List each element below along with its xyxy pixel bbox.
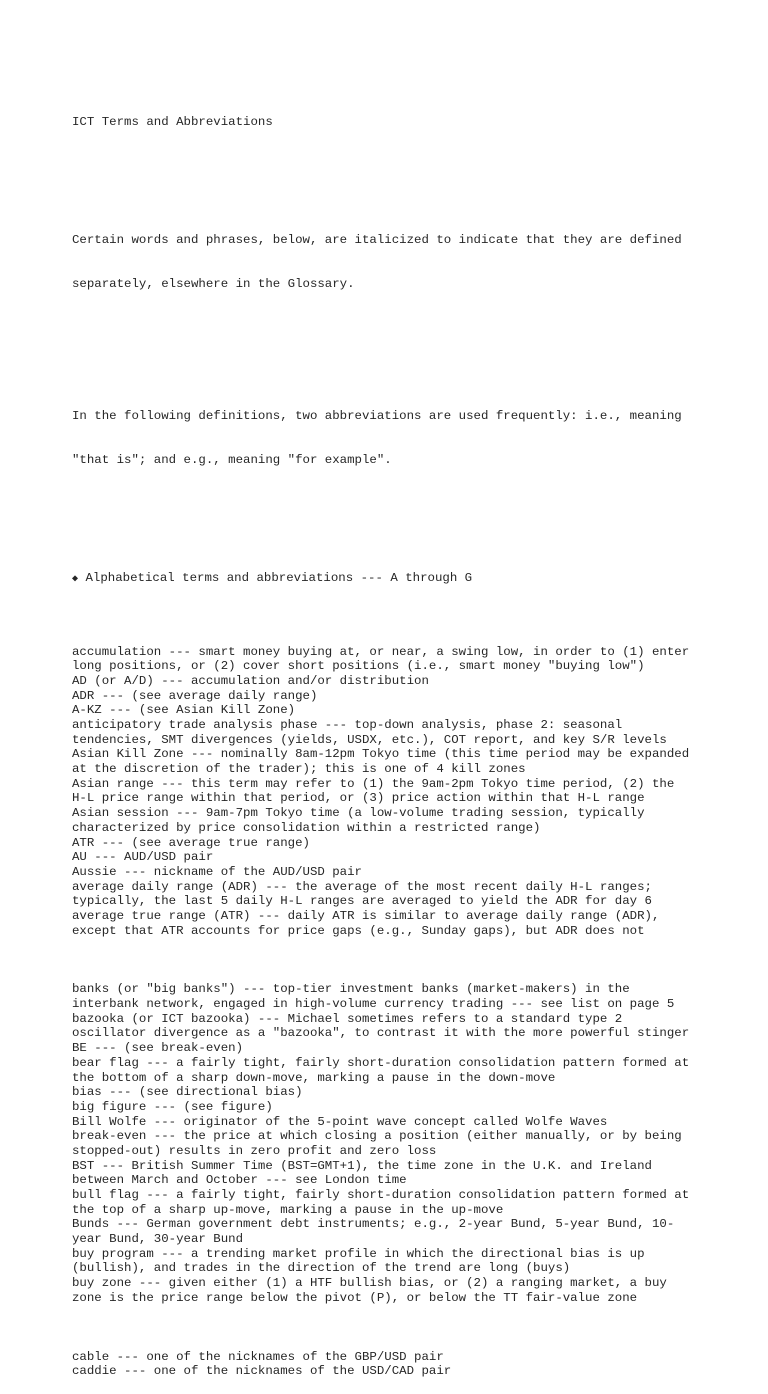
glossary-entry-line: Bunds --- German government debt instruments; e.g., 2-year Bund, 5-year Bund, 10- [72,1217,675,1232]
glossary-entry-line: cable --- one of the nicknames of the GBP/USD pair [72,1349,444,1364]
glossary-entry-line: big figure --- (see figure) [72,1099,273,1114]
glossary-entry-line: average daily range (ADR) --- the average of the most recent daily H-L ranges; [72,879,652,894]
glossary-entry-line: H-L price range within that period, or (3) price action within that H-L range [72,791,645,806]
glossary-entry-line: oscillator divergence as a "bazooka", to contrast it with the more powerful stinger [72,1026,690,1041]
glossary-entry-line: (bullish), and trades in the direction of the trend are long (buys) [72,1261,571,1276]
glossary-entry-line: caddie --- one of the nicknames of the USD/CAD pair [72,1364,452,1379]
glossary-entry-line: year Bund, 30-year Bund [72,1232,244,1247]
glossary-entry-line: except that ATR accounts for price gaps (e.g., Sunday gaps), but ADR does not [72,923,645,938]
glossary-entry-line: typically, the last 5 daily H-L ranges are averaged to yield the ADR for day 6 [72,894,652,909]
intro-paragraph [72,204,712,322]
glossary-entry-line: stopped-out) results in zero profit and zero loss [72,1143,437,1158]
glossary-entry-line: between March and October --- see London time [72,1173,407,1188]
glossary-entry-line: zone is the price range below the pivot (P), or below the TT fair-value zone [72,1290,638,1305]
diamond-bullet-icon: ◆ [72,574,79,586]
glossary-entry-line: BST --- British Summer Time (BST=GMT+1), the time zone in the U.K. and Ireland [72,1158,652,1173]
glossary-entry-line: banks (or "big banks") --- top-tier investment banks (market-makers) in the [72,982,630,997]
glossary-group-c [72,1350,712,1379]
abbreviation-note-paragraph [72,380,712,498]
glossary-group-a [72,645,712,939]
glossary-entry-line: bull flag --- a fairly tight, fairly short-duration consolidation pattern formed at [72,1188,690,1203]
glossary-entry-line: ADR --- (see average daily range) [72,688,318,703]
glossary-entry-line: characterized by price consolidation within a restricted range) [72,820,541,835]
glossary-entry-line: BE --- (see break-even) [72,1041,244,1056]
glossary-entry-line: buy zone --- given either (1) a HTF bullish bias, or (2) a ranging market, a buy [72,1276,667,1291]
intro-line: Certain words and phrases, below, are italicized to indicate that they are defined [72,233,682,247]
section-heading [72,571,712,586]
glossary-entry-line: bear flag --- a fairly tight, fairly short-duration consolidation pattern formed at [72,1055,690,1070]
glossary-entry-line: AU --- AUD/USD pair [72,850,214,865]
glossary-entry-line: A-KZ --- (see Asian Kill Zone) [72,703,296,718]
glossary-entry-line: Asian session --- 9am-7pm Tokyo time (a low-volume trading session, typically [72,806,645,821]
glossary-entry-line: the bottom of a sharp down-move, marking a pause in the down-move [72,1070,556,1085]
glossary-entry-line: the top of a sharp up-move, marking a pause in the up-move [72,1202,504,1217]
section-heading-text: Alphabetical terms and abbreviations --- A through G [85,571,473,586]
glossary-entry-line: long positions, or (2) cover short positions (i.e., smart money "buying low") [72,659,645,674]
glossary-entry-line: Asian Kill Zone --- nominally 8am-12pm Tokyo time (this time period may be expanded [72,747,690,762]
abbrev-note-line: In the following definitions, two abbreviations are used frequently: i.e., meaning [72,409,682,424]
abbrev-note-line: "that is"; and e.g., meaning "for example". [72,453,392,468]
glossary-entry-line: tendencies, SMT divergences (yields, USDX, etc.), COT report, and key S/R levels [72,732,667,747]
glossary-entry-line: interbank network, engaged in high-volume currency trading --- see list on page 5 [72,997,675,1012]
glossary-entry-line: Aussie --- nickname of the AUD/USD pair [72,864,362,879]
glossary-entry-line: at the discretion of the trader); this is one of 4 kill zones [72,762,526,777]
glossary-entry-line: Asian range --- this term may refer to (1) the 9am-2pm Tokyo time period, (2) the [72,776,675,791]
glossary-document [72,86,712,1394]
intro-line: separately, elsewhere in the Glossary. [72,277,355,292]
glossary-entry-line: bazooka (or ICT bazooka) --- Michael sometimes refers to a standard type 2 [72,1011,623,1026]
glossary-entry-line: anticipatory trade analysis phase --- top-down analysis, phase 2: seasonal [72,718,623,732]
glossary-group-b [72,982,712,1305]
document-title: ICT Terms and Abbreviations [72,115,273,130]
glossary-entry-line: accumulation --- smart money buying at, or near, a swing low, in order to (1) enter [72,644,690,659]
glossary-entry-line: break-even --- the price at which closing a position (either manually, or by being [72,1129,682,1144]
glossary-entry-line: average true range (ATR) --- daily ATR is similar to average daily range (ADR), [72,908,660,923]
glossary-entry-line: buy program --- a trending market profile in which the directional bias is up [72,1246,645,1261]
glossary-entry-line: bias --- (see directional bias) [72,1085,303,1100]
glossary-entry-line: Bill Wolfe --- originator of the 5-point wave concept called Wolfe Waves [72,1114,608,1129]
glossary-entry-line: ATR --- (see average true range) [72,835,310,850]
glossary-entry-line: AD (or A/D) --- accumulation and/or distribution [72,673,429,688]
